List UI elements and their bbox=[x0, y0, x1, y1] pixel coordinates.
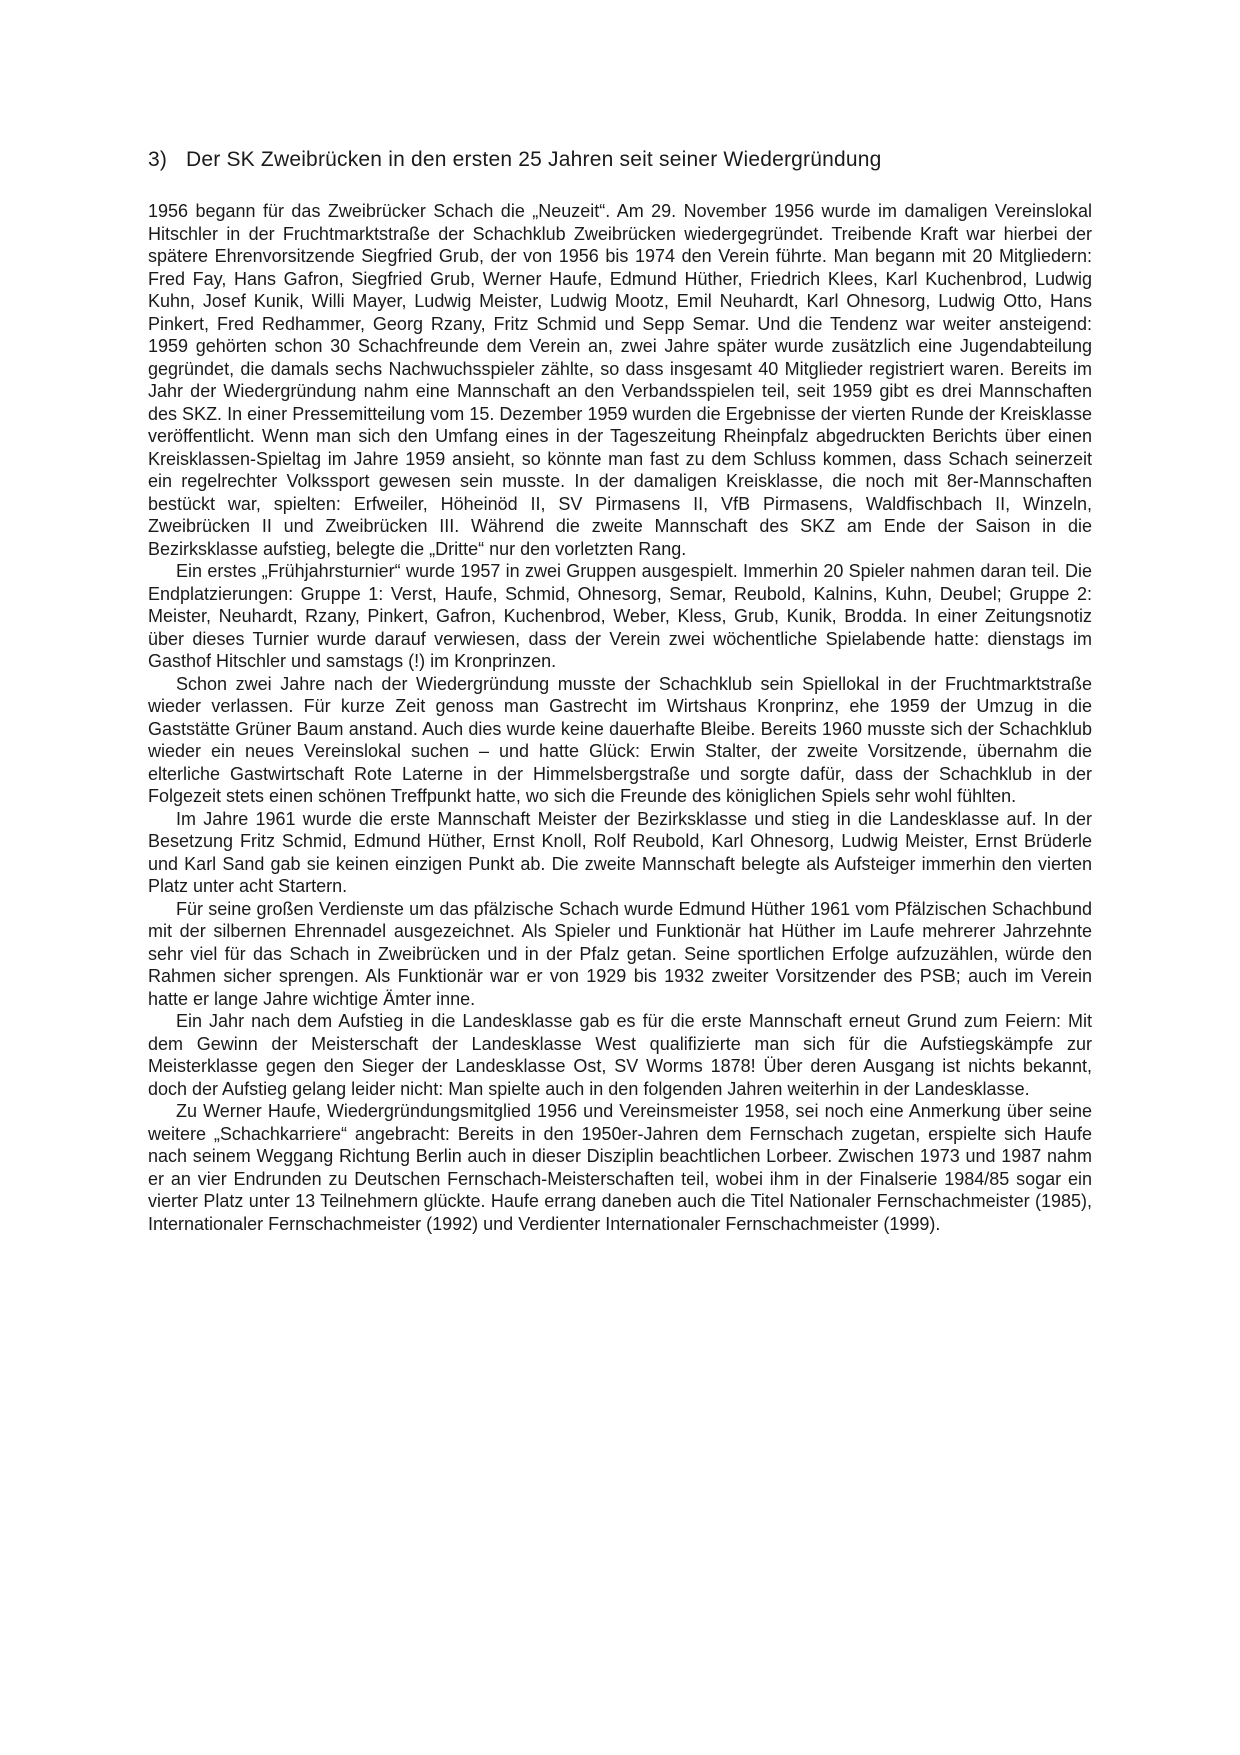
document-page bbox=[148, 146, 1092, 1235]
paragraph-5: Für seine großen Verdienste um das pfälzische Schach wurde Edmund Hüther 1961 vom Pfälzischen Schachbund mit der silbernen Ehrennadel ausgezeichnet. Als Spieler und Funktionär hat Hüther im Laufe mehrerer Jahrzehnte sehr viel für das Schach in Zweibrücken und in der Pfalz getan. Seine sportlichen Erfolge aufzuzählen, würde den Rahmen sicher sprengen. Als Funktionär war er von 1929 bis 1932 zweiter Vorsitzender des PSB; auch im Verein hatte er lange Jahre wichtige Ämter inne. bbox=[148, 898, 1092, 1009]
paragraph-3: Schon zwei Jahre nach der Wiedergründung musste der Schachklub sein Spiellokal in der Fruchtmarktstraße wieder verlassen. Für kurze Zeit genoss man Gastrecht im Wirtshaus Kronprinz, ehe 1959 der Umzug in die Gaststätte Grüner Baum anstand. Auch dies wurde keine dauerhafte Bleibe. Bereits 1960 musste sich der Schachklub wieder ein neues Vereinslokal suchen – und hatte Glück: Erwin Stalter, der zweite Vorsitzende, übernahm die elterliche Gastwirtschaft Rote Laterne in der Himmelsbergstraße und sorgte dafür, dass der Schachklub in der Folgezeit stets einen schönen Treffpunkt hatte, wo sich die Freunde des königlichen Spiels sehr wohl fühlten. bbox=[148, 673, 1092, 806]
paragraph-4: Im Jahre 1961 wurde die erste Mannschaft Meister der Bezirksklasse und stieg in die Landesklasse auf. In der Besetzung Fritz Schmid, Edmund Hüther, Ernst Knoll, Rolf Reubold, Karl Ohnesorg, Ludwig Meister, Ernst Brüderle und Karl Sand gab sie keinen einzigen Punkt ab. Die zweite Mannschaft belegte als Aufsteiger immerhin den vierten Platz unter acht Startern. bbox=[148, 808, 1092, 896]
body-text bbox=[148, 200, 1092, 1235]
paragraph-2: Ein erstes „Frühjahrsturnier“ wurde 1957 in zwei Gruppen ausgespielt. Immerhin 20 Spieler nahmen daran teil. Die Endplatzierungen: Gruppe 1: Verst, Haufe, Schmid, Ohnesorg, Semar, Reubold, Kalnins, Kuhn, Deubel; Gruppe 2: Meister, Neuhardt, Rzany, Pinkert, Gafron, Kuchenbrod, Weber, Kless, Grub, Kunik, Brodda. In einer Zeitungsnotiz über dieses Turnier wurde darauf verwiesen, dass der Verein zwei wöchentliche Spielabende hatte: dienstags im Gasthof Hitschler und samstags (!) im Kronprinzen. bbox=[148, 561, 1092, 671]
section-title: Der SK Zweibrücken in den ersten 25 Jahren seit seiner Wiedergründung bbox=[186, 148, 882, 171]
section-heading bbox=[148, 146, 1092, 174]
paragraph-1: 1956 begann für das Zweibrücker Schach die „Neuzeit“. Am 29. November 1956 wurde im damaligen Vereinslokal Hitschler in der Fruchtmarktstraße der Schachklub Zweibrücken wiedergegründet. Treibende Kraft war hierbei der spätere Ehrenvorsitzende Siegfried Grub, der von 1956 bis 1974 den Verein führte. Man begann mit 20 Mitgliedern: Fred Fay, Hans Gafron, Siegfried Grub, Werner Haufe, Edmund Hüther, Friedrich Klees, Karl Kuchenbrod, Ludwig Kuhn, Josef Kunik, Willi Mayer, Ludwig Meister, Ludwig Mootz, Emil Neuhardt, Karl Ohnesorg, Ludwig Otto, Hans Pinkert, Fred Redhammer, Georg Rzany, Fritz Schmid und Sepp Semar. Und die Tendenz war weiter ansteigend: 1959 gehörten schon 30 Schachfreunde dem Verein an, zwei Jahre später wurde zusätzlich eine Jugendabteilung gegründet, die damals sechs Nachwuchsspieler zählte, so dass insgesamt 40 Mitglieder registriert waren. Bereits im Jahr der Wiedergründung nahm eine Mannschaft an den Verbandsspielen teil, seit 1959 gibt es drei Mannschaften des SKZ. In einer Pressemitteilung vom 15. Dezember 1959 wurden die Ergebnisse der vierten Runde der Kreisklasse veröffentlicht. Wenn man sich den Umfang eines in der Tageszeitung Rheinpfalz abgedruckten Berichts über einen Kreisklassen-Spieltag im Jahre 1959 ansieht, so könnte man fast zu dem Schluss kommen, dass Schach seinerzeit ein regelrechter Volkssport gewesen sein musste. In der damaligen Kreisklasse, die noch mit 8er-Mannschaften bestückt war, spielten: Erfweiler, Höheinöd II, SV Pirmasens II, VfB Pirmasens, Waldfischbach II, Winzeln, Zweibrücken II und Zweibrücken III. Während die zweite Mannschaft des SKZ am Ende der Saison in die Bezirksklasse aufstieg, belegte die „Dritte“ nur den vorletzten Rang. bbox=[148, 201, 1092, 559]
section-number: 3) bbox=[148, 148, 168, 171]
paragraph-7: Zu Werner Haufe, Wiedergründungsmitglied 1956 und Vereinsmeister 1958, sei noch eine Anmerkung über seine weitere „Schachkarriere“ angebracht: Bereits in den 1950er-Jahren dem Fernschach zugetan, erspielte sich Haufe nach seinem Weggang Richtung Berlin auch in dieser Disziplin beachtlichen Lorbeer. Zwischen 1973 und 1987 nahm er an vier Endrunden zu Deutschen Fernschach-Meisterschaften teil, wobei ihm in der Finalserie 1984/85 sogar ein vierter Platz unter 13 Teilnehmern glückte. Haufe errang daneben auch die Titel Nationaler Fernschachmeister (1985), Internationaler Fernschachmeister (1992) und Verdienter Internationaler Fernschachmeister (1999). bbox=[148, 1101, 1092, 1234]
paragraph-6: Ein Jahr nach dem Aufstieg in die Landesklasse gab es für die erste Mannschaft erneut Grund zum Feiern: Mit dem Gewinn der Meisterschaft der Landesklasse West qualifizierte man sich für die Aufstiegskämpfe zur Meisterklasse gegen den Sieger der Landesklasse Ost, SV Worms 1878! Über deren Ausgang ist nichts bekannt, doch der Aufstieg gelang leider nicht: Man spielte auch in den folgenden Jahren weiterhin in der Landesklasse. bbox=[148, 1011, 1092, 1099]
